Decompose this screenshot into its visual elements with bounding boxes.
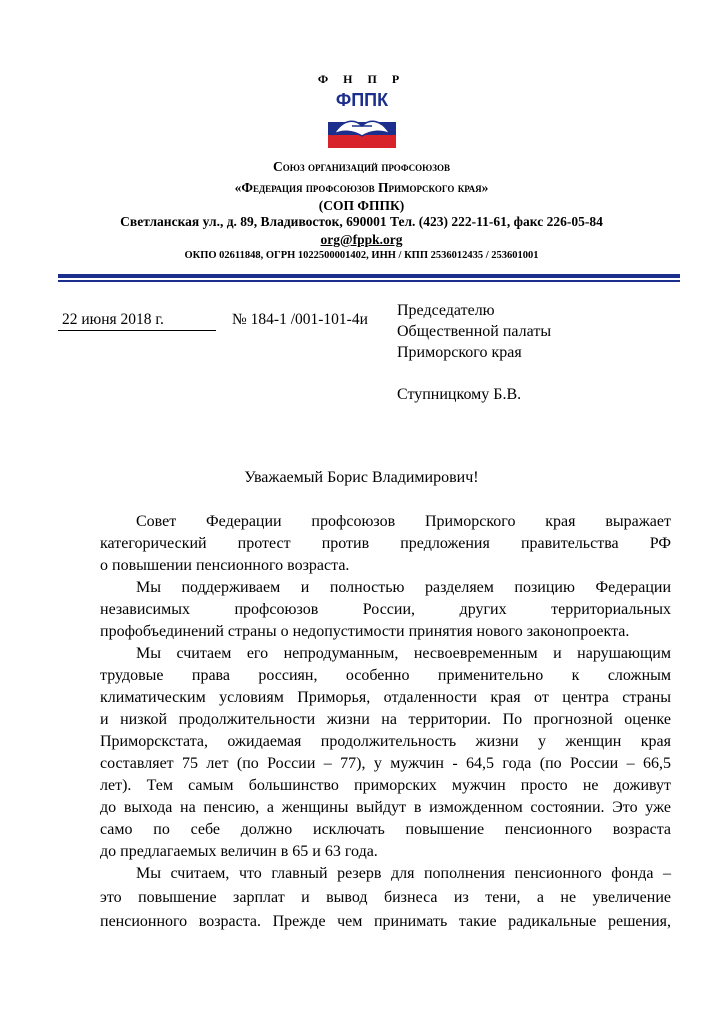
- salutation: Уважаемый Борис Владимирович!: [244, 469, 479, 486]
- fppk-logo: [326, 90, 398, 152]
- letter-date: 22 июня 2018 г.: [62, 311, 164, 328]
- addressee-line: Председателю: [397, 302, 495, 319]
- logo-wordmark: ФППК: [335, 90, 389, 110]
- body-line: Мы считаем, что главный резерв для пополнения пенсионного фонда –: [136, 865, 671, 882]
- addressee-line: Общественной палаты: [397, 323, 552, 340]
- org-abbreviation: (СОП ФППК): [318, 198, 405, 213]
- addressee-name: Ступницкому Б.В.: [397, 386, 522, 403]
- org-name-line1: Союз организаций профсоюзов: [272, 159, 451, 174]
- body-line: пенсионного возраста. Прежде чем принимать такие радикальные решения,: [100, 913, 671, 930]
- addressee-line: Приморского края: [397, 344, 522, 361]
- body-line: Мы считаем его непродуманным, несвоевременным и нарушающим: [136, 645, 671, 662]
- body-line: климатическим условиям Приморья, отдаленности края от центра страны: [100, 689, 671, 706]
- body-line: трудовые права россиян, особенно применительно к сложным: [100, 667, 671, 684]
- body-line: и низкой продолжительности жизни на территории. По прогнозной оценке: [100, 711, 671, 728]
- header-divider-thick: [58, 274, 680, 278]
- org-name-line2: «Федерация профсоюзов Приморского края»: [234, 180, 489, 195]
- body-line: Приморскстата, ожидаемая продолжительность жизни у женщин края: [100, 733, 671, 750]
- body-line: Совет Федерации профсоюзов Приморского края выражает: [136, 513, 671, 530]
- header-divider-thin: [58, 280, 680, 282]
- date-underline: [58, 330, 216, 331]
- fnpr-title: Ф Н П Р: [317, 72, 406, 86]
- body-line: Мы поддерживаем и полностью разделяем позицию Федерации: [136, 579, 671, 596]
- letter-number: № 184-1 /001-101-4и: [232, 311, 368, 328]
- body-line: составляет 75 лет (по России – 77), у мужчин - 64,5 года (по России – 66,5: [100, 755, 671, 772]
- body-line: категорический протест против предложения правительства РФ: [100, 535, 671, 552]
- body-line: профобъединений страны о недопустимости принятия нового законопроекта.: [100, 623, 630, 640]
- body-line: о повышении пенсионного возраста.: [100, 557, 350, 574]
- body-line: до выхода на пенсию, а женщины выйдут в изможденном состоянии. Это уже: [100, 799, 671, 816]
- body-line: само по себе должно исключать повышение пенсионного возраста: [100, 821, 671, 838]
- org-requisites: ОКПО 02611848, ОГРН 1022500001402, ИНН / КПП 2536012435 / 253601001: [184, 250, 539, 261]
- org-email-link[interactable]: org@fppk.org: [320, 232, 403, 247]
- body-line: независимых профсоюзов России, других территориальных: [100, 601, 671, 618]
- body-line: до предлагаемых величин в 65 и 63 года.: [100, 843, 378, 860]
- body-line: это повышение зарплат и вывод бизнеса из тени, а не увеличение: [100, 889, 671, 906]
- body-line: лет). Тем самым большинство приморских мужчин просто не доживут: [100, 777, 671, 794]
- org-address: Светланская ул., д. 89, Владивосток, 690001 Тел. (423) 222-11-61, факс 226-05-84: [120, 214, 603, 229]
